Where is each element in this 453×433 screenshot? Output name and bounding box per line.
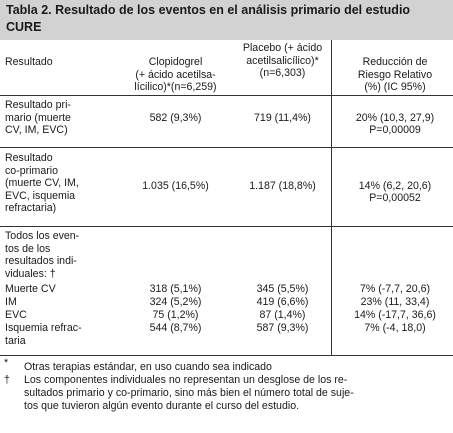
row-clopidogrel-evc: 75 (1,2%) (152, 309, 199, 321)
row-placebo-evc: 87 (1,4%) (259, 309, 306, 321)
row-rrr-isquemia: 7% (-4, 18,0) (364, 322, 426, 334)
row-label-evc: EVC (5, 309, 27, 321)
header-rrr: Reducción de Riesgo Relativo (%) (IC 95%) (357, 56, 433, 93)
coprimary-rrr: 14% (6,2, 20,6) (358, 180, 432, 192)
row-placebo-isquemia: 587 (9,3%) (256, 322, 309, 334)
rule-primary-bottom (0, 147, 453, 148)
header-placebo: Placebo (+ ácido acetilsalicílico)* (n=6,303) (242, 42, 323, 79)
individual-heading: Todos los even- tos de los resultados indi- viduales: † (5, 230, 80, 280)
coprimary-clopidogrel: 1.035 (16,5%) (142, 180, 209, 192)
row-clopidogrel-isquemia: 544 (8,7%) (149, 322, 202, 334)
table-title (0, 0, 453, 40)
footnote-mark-asterisk: * (4, 357, 9, 369)
coprimary-p-value: P=0,00052 (369, 192, 421, 204)
row-rrr-im: 23% (11, 33,4) (360, 296, 430, 308)
header-resultado: Resultado (5, 56, 53, 68)
table-title-line-1: Tabla 2. Resultado de los eventos en el análisis primario del estudio (6, 3, 411, 17)
header-clopidogrel: Clopidogrel (+ ácido acetilsa- lícilico)*(n=6,259) (134, 56, 217, 93)
row-clopidogrel-im: 324 (5,2%) (149, 296, 202, 308)
row-placebo-im: 419 (6,6%) (256, 296, 309, 308)
rule-header-bottom (0, 95, 453, 96)
primary-placebo: 719 (11,4%) (254, 112, 311, 124)
coprimary-label: Resultado co-primario (muerte CV, IM, EVC, isquemia refractaria) (5, 152, 79, 214)
table-title-line-2: CURE (6, 20, 42, 34)
rule-coprimary-bottom (0, 226, 453, 227)
row-label-im: IM (5, 296, 17, 308)
row-rrr-muerte-cv: 7% (-7,7, 20,6) (359, 283, 431, 295)
row-placebo-muerte-cv: 345 (5,5%) (256, 283, 309, 295)
row-label-isquemia: Isquemia refrac- taria (5, 322, 82, 347)
rule-table-bottom (0, 355, 453, 356)
row-clopidogrel-muerte-cv: 318 (5,1%) (149, 283, 202, 295)
primary-label: Resultado pri- mario (muerte CV, IM, EVC) (5, 99, 71, 136)
primary-clopidogrel: 582 (9,3%) (149, 112, 202, 124)
row-label-muerte-cv: Muerte CV (5, 283, 56, 295)
footnote-text-dagger: Los componentes individuales no representan un desglose de los re- sultados primario y co-primario, sino más bien el número total de suje- tos que tuvieron algún evento durante el curso del estudio. (24, 374, 354, 412)
coprimary-placebo: 1.187 (18,8%) (249, 180, 316, 192)
footnote-text-asterisk: Otras terapias estándar, en uso cuando sea indicado (24, 361, 272, 373)
primary-p-value: P=0,00009 (369, 124, 421, 136)
primary-rrr: 20% (10,3, 27,9) (355, 112, 435, 124)
footnote-mark-dagger: † (4, 374, 10, 386)
row-rrr-evc: 14% (-17,7, 36,6) (354, 309, 436, 321)
